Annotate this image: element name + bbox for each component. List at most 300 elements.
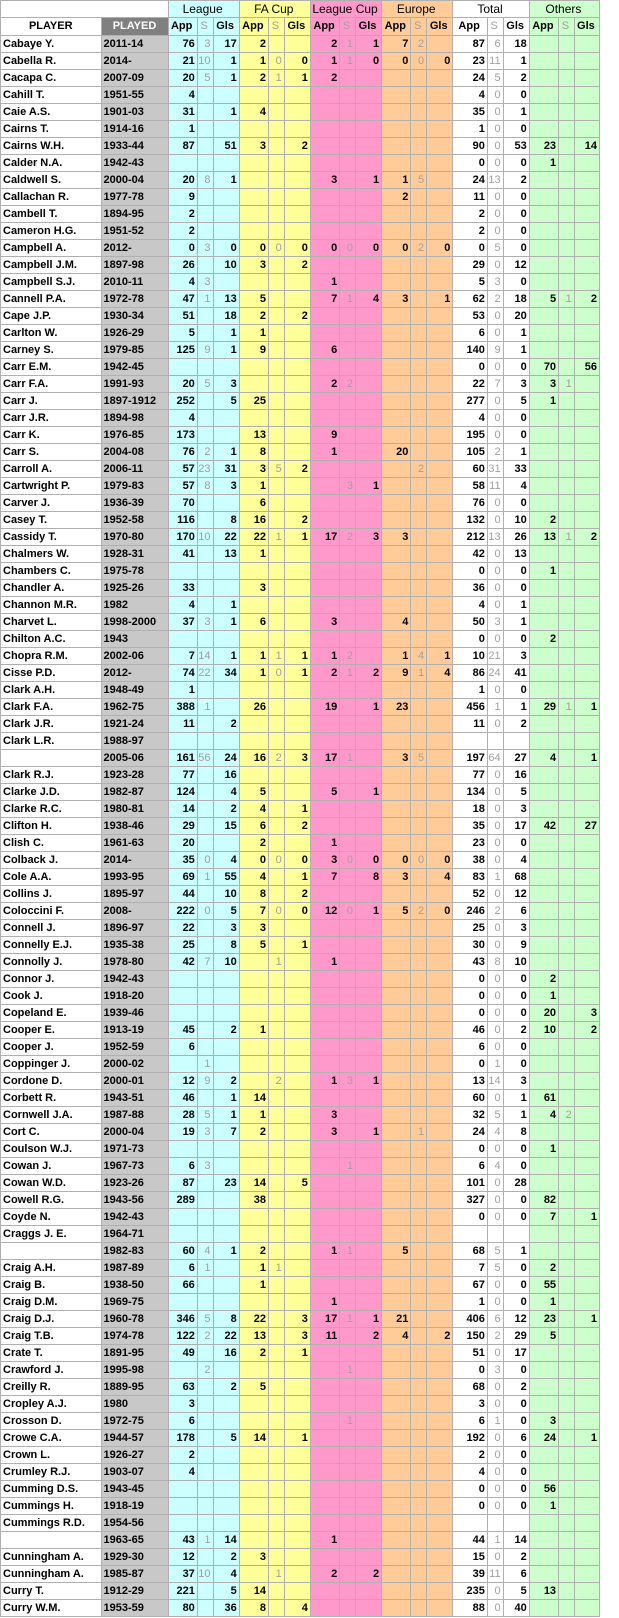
total-app: 235 xyxy=(453,1583,488,1600)
europe-gls xyxy=(427,546,453,563)
total-gls: 12 xyxy=(503,886,529,903)
facup-gls xyxy=(284,1549,310,1566)
league-app: 2 xyxy=(168,206,197,223)
league-app: 4 xyxy=(168,410,197,427)
league-gls xyxy=(213,1464,239,1481)
europe-app xyxy=(382,1039,411,1056)
leaguecup-sub xyxy=(340,342,356,359)
facup-app: 8 xyxy=(239,1600,268,1617)
facup-sub xyxy=(269,274,285,291)
total-app: 25 xyxy=(453,920,488,937)
others-gls xyxy=(574,240,599,257)
facup-sub xyxy=(269,342,285,359)
played-years: 1988-97 xyxy=(101,733,168,750)
europe-gls xyxy=(427,1005,453,1022)
leaguecup-sub: 1 xyxy=(340,1362,356,1379)
facup-app xyxy=(239,988,268,1005)
europe-app: 3 xyxy=(382,529,411,546)
facup-app xyxy=(239,682,268,699)
leaguecup-app xyxy=(310,1481,339,1498)
table-row xyxy=(1,971,600,988)
header-facup-sub: S xyxy=(269,18,285,36)
leaguecup-sub xyxy=(340,1481,356,1498)
total-gls: 16 xyxy=(503,767,529,784)
facup-gls: 3 xyxy=(284,1311,310,1328)
played-years: 1889-95 xyxy=(101,1379,168,1396)
others-app xyxy=(529,835,558,852)
europe-sub xyxy=(411,1583,427,1600)
header-europe-app: App xyxy=(382,18,411,36)
facup-gls xyxy=(284,1532,310,1549)
total-gls: 0 xyxy=(503,1413,529,1430)
league-app: 42 xyxy=(168,954,197,971)
league-app: 173 xyxy=(168,427,197,444)
total-gls: 2 xyxy=(503,716,529,733)
total-sub: 0 xyxy=(487,87,503,104)
facup-gls xyxy=(284,1243,310,1260)
facup-app: 9 xyxy=(239,342,268,359)
facup-app xyxy=(239,1532,268,1549)
league-sub: 56 xyxy=(197,750,213,767)
player-name: Cordone D. xyxy=(1,1073,102,1090)
total-app: 11 xyxy=(453,716,488,733)
facup-sub xyxy=(269,155,285,172)
facup-app: 1 xyxy=(239,325,268,342)
leaguecup-gls xyxy=(355,767,381,784)
others-sub xyxy=(559,1209,575,1226)
league-sub xyxy=(197,1600,213,1617)
total-gls xyxy=(503,733,529,750)
leaguecup-gls xyxy=(355,495,381,512)
league-sub: 8 xyxy=(197,478,213,495)
total-gls: 3 xyxy=(503,1073,529,1090)
leaguecup-sub xyxy=(340,1447,356,1464)
total-app: 246 xyxy=(453,903,488,920)
others-sub xyxy=(559,886,575,903)
table-row xyxy=(1,1277,600,1294)
leaguecup-gls: 1 xyxy=(355,1311,381,1328)
europe-gls xyxy=(427,1141,453,1158)
league-app: 25 xyxy=(168,937,197,954)
europe-app xyxy=(382,1022,411,1039)
others-app xyxy=(529,70,558,87)
others-app xyxy=(529,801,558,818)
leaguecup-gls xyxy=(355,359,381,376)
table-row xyxy=(1,1005,600,1022)
europe-app: 21 xyxy=(382,1311,411,1328)
total-app: 51 xyxy=(453,1345,488,1362)
league-gls xyxy=(213,87,239,104)
played-years: 1954-56 xyxy=(101,1515,168,1532)
league-app: 37 xyxy=(168,614,197,631)
facup-app: 14 xyxy=(239,1430,268,1447)
others-app xyxy=(529,189,558,206)
facup-gls: 1 xyxy=(284,665,310,682)
leaguecup-app: 1 xyxy=(310,53,339,70)
league-app: 87 xyxy=(168,138,197,155)
others-app: 2 xyxy=(529,1260,558,1277)
leaguecup-gls xyxy=(355,104,381,121)
facup-sub xyxy=(269,359,285,376)
europe-sub xyxy=(411,138,427,155)
league-app: 388 xyxy=(168,699,197,716)
leaguecup-app: 1 xyxy=(310,1294,339,1311)
others-sub xyxy=(559,495,575,512)
table-row xyxy=(1,1124,600,1141)
leaguecup-gls xyxy=(355,1294,381,1311)
group-header-others: Others xyxy=(529,1,599,18)
total-gls: 0 xyxy=(503,1464,529,1481)
leaguecup-gls xyxy=(355,512,381,529)
league-sub: 1 xyxy=(197,1260,213,1277)
league-sub xyxy=(197,1294,213,1311)
league-gls xyxy=(213,1362,239,1379)
league-sub: 2 xyxy=(197,444,213,461)
total-gls: 41 xyxy=(503,665,529,682)
total-app: 35 xyxy=(453,818,488,835)
facup-gls xyxy=(284,393,310,410)
europe-app xyxy=(382,393,411,410)
leaguecup-sub xyxy=(340,1141,356,1158)
facup-gls xyxy=(284,325,310,342)
leaguecup-app: 1 xyxy=(310,274,339,291)
facup-app xyxy=(239,376,268,393)
others-sub xyxy=(559,784,575,801)
total-gls: 0 xyxy=(503,189,529,206)
europe-app xyxy=(382,376,411,393)
europe-app xyxy=(382,274,411,291)
leaguecup-app: 17 xyxy=(310,1311,339,1328)
europe-sub xyxy=(411,1073,427,1090)
facup-app xyxy=(239,1566,268,1583)
leaguecup-gls xyxy=(355,631,381,648)
others-app xyxy=(529,1532,558,1549)
total-gls: 0 xyxy=(503,1277,529,1294)
total-sub: 0 xyxy=(487,206,503,223)
others-app xyxy=(529,342,558,359)
league-app xyxy=(168,631,197,648)
header-leaguecup-app: App xyxy=(310,18,339,36)
played-years: 1979-83 xyxy=(101,478,168,495)
league-gls: 2 xyxy=(213,716,239,733)
leaguecup-gls xyxy=(355,1243,381,1260)
total-sub: 0 xyxy=(487,155,503,172)
total-app: 90 xyxy=(453,138,488,155)
league-gls xyxy=(213,1447,239,1464)
europe-sub: 5 xyxy=(411,750,427,767)
others-sub xyxy=(559,427,575,444)
leaguecup-app: 3 xyxy=(310,614,339,631)
player-name: Crumley R.J. xyxy=(1,1464,102,1481)
europe-app xyxy=(382,1192,411,1209)
league-sub: 0 xyxy=(197,852,213,869)
others-gls xyxy=(574,1464,599,1481)
league-gls: 2 xyxy=(213,1022,239,1039)
leaguecup-sub xyxy=(340,1124,356,1141)
total-sub: 0 xyxy=(487,835,503,852)
facup-sub xyxy=(269,835,285,852)
player-name: Charvet L. xyxy=(1,614,102,631)
table-row xyxy=(1,1515,600,1532)
europe-gls xyxy=(427,920,453,937)
facup-sub xyxy=(269,920,285,937)
total-app: 32 xyxy=(453,1107,488,1124)
leaguecup-sub xyxy=(340,733,356,750)
player-name: Cunningham A. xyxy=(1,1549,102,1566)
europe-sub xyxy=(411,699,427,716)
played-years: 1987-88 xyxy=(101,1107,168,1124)
facup-sub xyxy=(269,1515,285,1532)
table-row xyxy=(1,1311,600,1328)
league-gls xyxy=(213,155,239,172)
leaguecup-sub xyxy=(340,121,356,138)
others-sub xyxy=(559,70,575,87)
leaguecup-gls xyxy=(355,410,381,427)
player-name: Connolly J. xyxy=(1,954,102,971)
leaguecup-gls xyxy=(355,733,381,750)
player-name: Cropley A.J. xyxy=(1,1396,102,1413)
others-app: 61 xyxy=(529,1090,558,1107)
league-gls xyxy=(213,359,239,376)
table-row xyxy=(1,546,600,563)
others-app xyxy=(529,920,558,937)
leaguecup-app xyxy=(310,597,339,614)
league-sub: 5 xyxy=(197,70,213,87)
europe-gls xyxy=(427,750,453,767)
total-sub: 4 xyxy=(487,1124,503,1141)
others-app: 23 xyxy=(529,1311,558,1328)
others-gls xyxy=(574,1056,599,1073)
league-app: 47 xyxy=(168,291,197,308)
table-row xyxy=(1,1583,600,1600)
leaguecup-sub: 0 xyxy=(340,903,356,920)
others-app: 1 xyxy=(529,155,558,172)
facup-gls xyxy=(284,1141,310,1158)
total-app: 6 xyxy=(453,1413,488,1430)
league-sub: 22 xyxy=(197,665,213,682)
league-sub xyxy=(197,682,213,699)
others-sub xyxy=(559,155,575,172)
others-sub xyxy=(559,801,575,818)
facup-gls xyxy=(284,172,310,189)
europe-app xyxy=(382,563,411,580)
league-gls: 1 xyxy=(213,1090,239,1107)
table-row xyxy=(1,784,600,801)
league-gls: 16 xyxy=(213,767,239,784)
facup-gls: 1 xyxy=(284,1430,310,1447)
league-gls: 4 xyxy=(213,784,239,801)
facup-sub xyxy=(269,1243,285,1260)
table-row xyxy=(1,954,600,971)
total-gls: 5 xyxy=(503,784,529,801)
europe-app xyxy=(382,121,411,138)
facup-app: 1 xyxy=(239,1107,268,1124)
others-sub xyxy=(559,665,575,682)
others-gls xyxy=(574,495,599,512)
facup-app: 1 xyxy=(239,1277,268,1294)
total-sub: 24 xyxy=(487,665,503,682)
played-years: 1974-78 xyxy=(101,1328,168,1345)
league-app: 28 xyxy=(168,1107,197,1124)
leaguecup-gls: 2 xyxy=(355,1328,381,1345)
others-sub xyxy=(559,1447,575,1464)
player-name: Coyde N. xyxy=(1,1209,102,1226)
europe-gls xyxy=(427,257,453,274)
facup-app: 3 xyxy=(239,580,268,597)
others-gls xyxy=(574,342,599,359)
facup-gls: 0 xyxy=(284,852,310,869)
total-sub: 5 xyxy=(487,1243,503,1260)
league-gls: 2 xyxy=(213,801,239,818)
player-name: Channon M.R. xyxy=(1,597,102,614)
facup-gls: 1 xyxy=(284,1345,310,1362)
leaguecup-gls xyxy=(355,835,381,852)
others-gls xyxy=(574,1379,599,1396)
europe-gls xyxy=(427,206,453,223)
played-years: 1895-97 xyxy=(101,886,168,903)
facup-gls xyxy=(284,546,310,563)
facup-sub xyxy=(269,1175,285,1192)
league-app xyxy=(168,1294,197,1311)
leaguecup-gls: 1 xyxy=(355,478,381,495)
total-sub: 0 xyxy=(487,257,503,274)
facup-sub: 1 xyxy=(269,529,285,546)
europe-app xyxy=(382,257,411,274)
leaguecup-gls xyxy=(355,1141,381,1158)
others-gls xyxy=(574,1243,599,1260)
facup-gls xyxy=(284,1498,310,1515)
header-league-gls: Gls xyxy=(213,18,239,36)
total-sub: 0 xyxy=(487,818,503,835)
leaguecup-sub xyxy=(340,1226,356,1243)
others-sub xyxy=(559,1362,575,1379)
total-gls: 18 xyxy=(503,36,529,53)
total-app: 77 xyxy=(453,767,488,784)
leaguecup-app: 3 xyxy=(310,1107,339,1124)
table-row xyxy=(1,1600,600,1617)
others-sub xyxy=(559,835,575,852)
player-name: Colback J. xyxy=(1,852,102,869)
facup-app: 2 xyxy=(239,1345,268,1362)
leaguecup-sub xyxy=(340,869,356,886)
played-years: 1953-59 xyxy=(101,1600,168,1617)
others-gls xyxy=(574,665,599,682)
league-app: 66 xyxy=(168,1277,197,1294)
league-gls xyxy=(213,495,239,512)
leaguecup-app xyxy=(310,1515,339,1532)
europe-app xyxy=(382,835,411,852)
leaguecup-app xyxy=(310,563,339,580)
others-sub xyxy=(559,1056,575,1073)
europe-sub xyxy=(411,444,427,461)
league-gls xyxy=(213,410,239,427)
leaguecup-sub xyxy=(340,580,356,597)
table-row xyxy=(1,121,600,138)
total-sub: 0 xyxy=(487,1396,503,1413)
others-app xyxy=(529,1073,558,1090)
europe-app xyxy=(382,733,411,750)
europe-app: 5 xyxy=(382,1243,411,1260)
leaguecup-gls xyxy=(355,886,381,903)
others-gls xyxy=(574,1583,599,1600)
leaguecup-sub: 3 xyxy=(340,478,356,495)
played-years: 1977-78 xyxy=(101,189,168,206)
total-app: 15 xyxy=(453,1549,488,1566)
total-app: 7 xyxy=(453,1260,488,1277)
total-app: 134 xyxy=(453,784,488,801)
others-gls: 2 xyxy=(574,291,599,308)
total-app: 0 xyxy=(453,631,488,648)
others-sub xyxy=(559,818,575,835)
total-app: 67 xyxy=(453,1277,488,1294)
europe-gls: 0 xyxy=(427,53,453,70)
facup-app: 1 xyxy=(239,53,268,70)
facup-app xyxy=(239,597,268,614)
league-app: 63 xyxy=(168,1379,197,1396)
others-gls: 56 xyxy=(574,359,599,376)
others-sub xyxy=(559,852,575,869)
total-gls: 0 xyxy=(503,410,529,427)
europe-app xyxy=(382,495,411,512)
others-sub xyxy=(559,1090,575,1107)
europe-app: 2 xyxy=(382,189,411,206)
others-app xyxy=(529,1362,558,1379)
europe-app xyxy=(382,427,411,444)
others-gls xyxy=(574,223,599,240)
total-gls: 0 xyxy=(503,1209,529,1226)
europe-gls: 2 xyxy=(427,1328,453,1345)
europe-gls xyxy=(427,971,453,988)
europe-sub xyxy=(411,495,427,512)
header-facup-gls: Gls xyxy=(284,18,310,36)
others-gls xyxy=(574,1413,599,1430)
total-gls: 18 xyxy=(503,291,529,308)
player-name: Campbell J.M. xyxy=(1,257,102,274)
facup-sub xyxy=(269,512,285,529)
table-row xyxy=(1,461,600,478)
header-leaguecup-gls: Gls xyxy=(355,18,381,36)
facup-sub xyxy=(269,393,285,410)
total-app: 4 xyxy=(453,87,488,104)
others-sub xyxy=(559,1430,575,1447)
leaguecup-app: 3 xyxy=(310,1124,339,1141)
table-row xyxy=(1,1192,600,1209)
total-app: 0 xyxy=(453,988,488,1005)
others-sub xyxy=(559,1226,575,1243)
league-app xyxy=(168,1515,197,1532)
leaguecup-sub xyxy=(340,1600,356,1617)
others-sub: 1 xyxy=(559,529,575,546)
europe-app xyxy=(382,1413,411,1430)
played-years: 2012- xyxy=(101,240,168,257)
total-gls: 10 xyxy=(503,512,529,529)
europe-sub: 2 xyxy=(411,903,427,920)
facup-gls xyxy=(284,495,310,512)
europe-app xyxy=(382,308,411,325)
league-app: 57 xyxy=(168,461,197,478)
europe-gls xyxy=(427,954,453,971)
facup-gls xyxy=(284,1379,310,1396)
total-gls: 0 xyxy=(503,631,529,648)
leaguecup-gls xyxy=(355,461,381,478)
europe-sub xyxy=(411,342,427,359)
leaguecup-app: 1 xyxy=(310,1073,339,1090)
facup-gls xyxy=(284,971,310,988)
table-row xyxy=(1,665,600,682)
facup-app xyxy=(239,631,268,648)
others-sub xyxy=(559,648,575,665)
league-sub xyxy=(197,1039,213,1056)
